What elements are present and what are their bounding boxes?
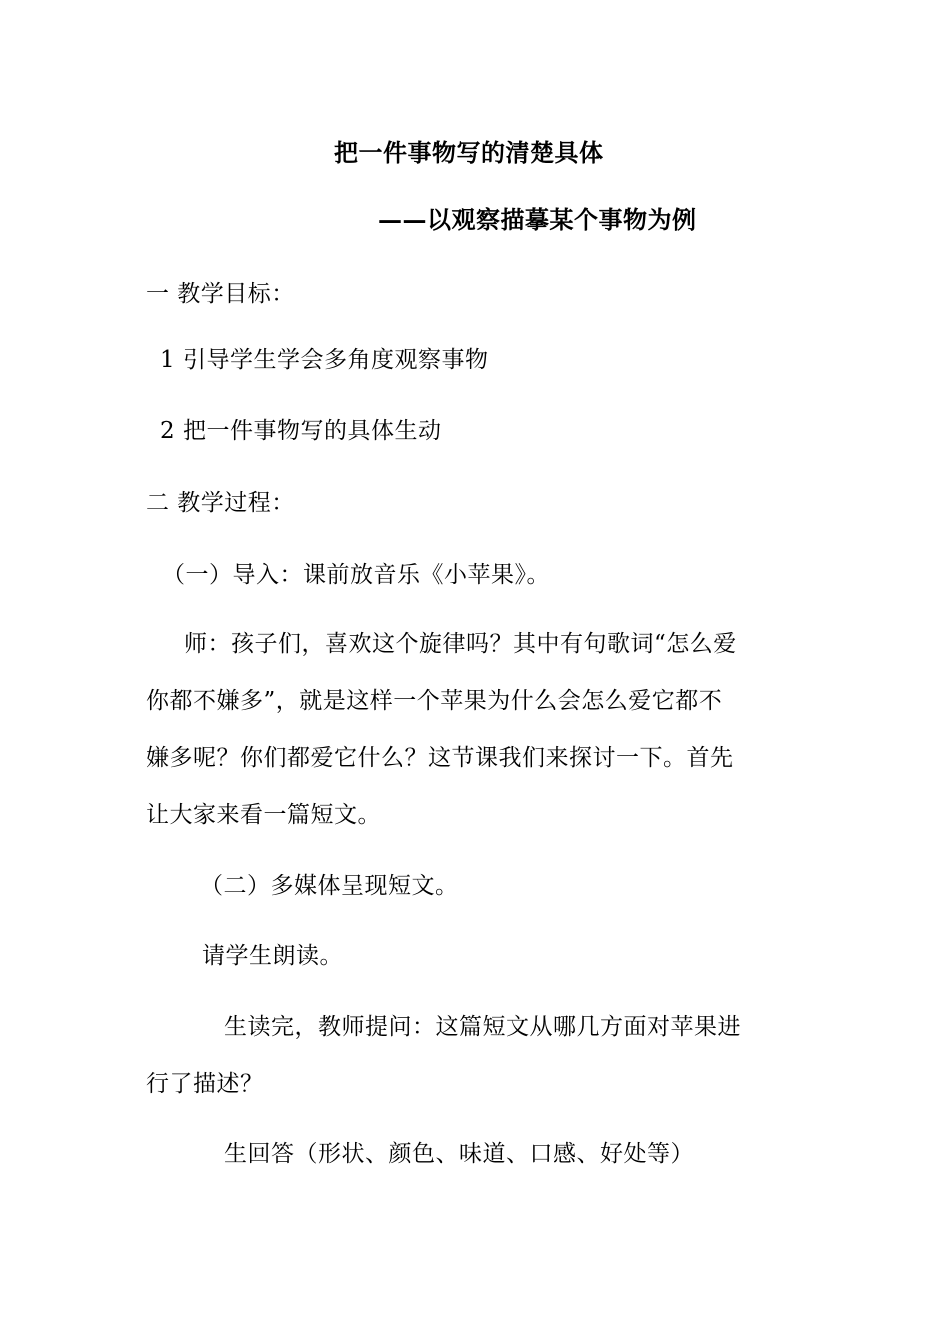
section-heading-process: 二 教学过程：	[146, 490, 295, 516]
step-heading-media: （二）多媒体呈现短文。	[200, 873, 459, 899]
read-instruction: 请学生朗读。	[202, 943, 343, 969]
document-subtitle: ——以观察描摹某个事物为例	[378, 205, 697, 234]
paragraph-line: 生读完，教师提问：这篇短文从哪几方面对苹果进	[224, 1014, 741, 1040]
paragraph-line: 你都不嫌多”，就是这样一个苹果为什么会怎么爱它都不	[146, 688, 723, 714]
paragraph-line: 嫌多呢？你们都爱它什么？这节课我们来探讨一下。首先	[146, 745, 734, 771]
paragraph-line: 师：孩子们，喜欢这个旋律吗？其中有句歌词“怎么爱	[184, 631, 737, 657]
paragraph-line: 让大家来看一篇短文。	[146, 802, 381, 828]
student-answer: 生回答（形状、颜色、味道、口感、好处等）	[224, 1141, 694, 1167]
objective-item: 1 引导学生学会多角度观察事物	[160, 347, 489, 373]
section-heading-objectives: 一 教学目标：	[146, 281, 295, 307]
document-title: 把一件事物写的清楚具体	[334, 138, 604, 167]
objective-item: 2 把一件事物写的具体生动	[160, 418, 442, 444]
paragraph-line: 行了描述？	[146, 1071, 264, 1097]
step-heading-intro: （一）导入：课前放音乐《小苹果》。	[162, 562, 550, 588]
